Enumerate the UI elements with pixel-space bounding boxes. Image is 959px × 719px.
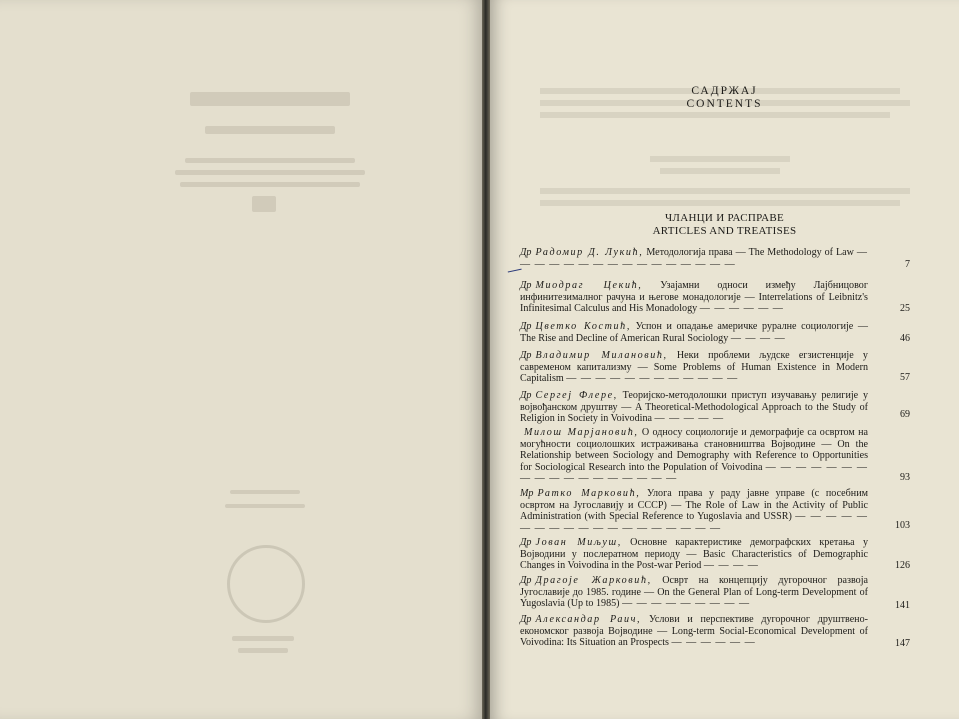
- entry-page-number: 25: [900, 303, 910, 314]
- entry-author: Александар Раич,: [535, 614, 642, 625]
- toc-entry: [520, 537, 868, 572]
- bleed-through-mark: [180, 182, 360, 187]
- entry-leader: — — — — — — — — — — — — — — — — — —: [520, 461, 869, 485]
- section-title-latin: ARTICLES AND TREATISES: [652, 225, 797, 237]
- entry-leader: — — — —: [703, 560, 759, 572]
- bleed-through-line: [650, 156, 790, 162]
- bleed-through-mark: [175, 170, 365, 175]
- entry-prefix: Др: [520, 575, 532, 586]
- entry-page-number: 126: [895, 560, 910, 571]
- entry-title: Осврт на концепцију дугорочног развоја Југославије до 1985. године — On the General Plan of Long-term Development of Yugoslavia (Up to 1985): [520, 575, 869, 610]
- toc-entry: [520, 575, 868, 610]
- entry-prefix: Мр: [520, 488, 534, 499]
- entry-leader: — — — — — —: [671, 637, 756, 649]
- bleed-through-seal: [227, 545, 305, 623]
- entry-author: Ратко Марковић,: [537, 488, 641, 499]
- entry-title: Улога права у раду јавне управе (с посебним освртом на Југославију и СССР) — The Role of Law in the Activity of Public Administration (with Special Reference to Yugoslavia and USSR): [520, 488, 868, 523]
- entry-title: Успон и опадање америчке руралне социологије — The Rise and Decline of American Rural Sociology: [520, 321, 868, 344]
- entry-title: Узајамни односи између Лајбницовог инфинитезималног рачуна и његове монадологије — Interrelations of Leibnitz's Infinitesimal Calculus and His Monadology: [520, 280, 868, 315]
- bleed-through-line: [660, 168, 780, 174]
- toc-entry: [520, 427, 868, 485]
- entry-leader: — — — — — — — — — — — —: [566, 373, 739, 385]
- bleed-through-line: [540, 112, 890, 118]
- entry-leader: — — — — — — — — — — — — — — — —: [520, 247, 869, 270]
- entry-title: Методологија права — The Methodology of Law: [646, 247, 854, 258]
- toc-entry: [520, 321, 868, 344]
- entry-leader: — — — — — —: [699, 303, 784, 315]
- bleed-through-mark: [205, 126, 335, 134]
- section-title-cyrillic: ЧЛАНЦИ И РАСПРАВЕ: [664, 212, 785, 224]
- bleed-through-mark: [225, 504, 305, 508]
- entry-author: Миодраг Цекић,: [535, 280, 643, 291]
- entry-prefix: Др: [520, 614, 532, 625]
- entry-prefix: Др: [520, 280, 532, 291]
- entry-prefix: Др: [520, 537, 532, 548]
- entry-prefix: Др: [520, 350, 532, 361]
- entry-page-number: 7: [905, 259, 910, 270]
- entry-page-number: 103: [895, 520, 910, 531]
- entry-leader: — — — — — — — — — — — — — — — — — — —: [520, 511, 869, 534]
- entry-title: Теоријско-методолошки приступ изучавању религије у војвођанском друштву — A Theoretical-Methodological Approach to the Study of Religion in Society in Voivodina: [520, 390, 868, 425]
- bleed-through-mark: [238, 648, 288, 653]
- entry-author: Радомир Д. Лукић,: [535, 247, 644, 258]
- toc-entry: [520, 488, 868, 534]
- bleed-through-mark: [232, 636, 294, 641]
- bleed-through-line: [540, 200, 900, 206]
- bleed-through-mark: [252, 196, 276, 212]
- bleed-through-mark: [230, 490, 300, 494]
- contents-title-cyrillic: САДРЖАЈ: [691, 85, 758, 97]
- entry-title: О односу социологије и демографије са освртом на могућности социолошких истраживања становништва Војводине — On the Relationship between Sociology and Demography with Reference to Opportunities for Sociological Research into the Population of Voivodina: [520, 427, 868, 473]
- entry-author: Милош Марјановић,: [524, 427, 639, 438]
- bleed-through-mark: [185, 158, 355, 163]
- entry-leader: — — — — — — — — —: [622, 598, 751, 610]
- bleed-through-mark: [190, 92, 350, 106]
- entry-leader: — — — — —: [654, 413, 725, 425]
- entry-author: Сергеј Флере,: [535, 390, 618, 401]
- entry-page-number: 93: [900, 472, 910, 483]
- entry-author: Драгоје Жарковић,: [535, 575, 652, 586]
- toc-entry: [520, 390, 868, 425]
- entry-author: Владимир Милановић,: [535, 350, 668, 361]
- entry-prefix: Др: [520, 321, 532, 332]
- right-page: [490, 0, 959, 719]
- book-gutter: [482, 0, 490, 719]
- toc-entry: [520, 280, 868, 315]
- contents-title-latin: CONTENTS: [686, 98, 763, 110]
- entry-prefix: Др: [520, 390, 532, 401]
- entry-page-number: 57: [900, 372, 910, 383]
- entry-page-number: 147: [895, 638, 910, 649]
- entry-page-number: 69: [900, 409, 910, 420]
- entry-page-number: 46: [900, 333, 910, 344]
- entry-author: Јован Миљуш,: [535, 537, 622, 548]
- entry-title: Неки проблеми људске егзистенције у савременом капитализму — Some Problems of Human Existence in Modern Capitalism: [520, 350, 868, 385]
- entry-page-number: 141: [895, 600, 910, 611]
- entry-leader: — — — —: [730, 332, 786, 344]
- toc-entry: [520, 614, 868, 649]
- entry-author: Цветко Костић,: [535, 321, 631, 332]
- toc-entry: [520, 247, 868, 270]
- toc-entry: [520, 350, 868, 385]
- entry-title: Основне карактеристике демографских кретања у Војводини у послератном периоду — Basic Characteristics of Demographic Changes in Voivodina in the Post-war Period: [520, 537, 868, 572]
- entry-title: Услови и перспективе дугорочног друштвено-економског развоја Војводине — Long-term Social-Economical Development of Voivodina: Its Situation an Prospects: [520, 614, 868, 649]
- bleed-through-line: [540, 188, 910, 194]
- entry-prefix: Др: [520, 247, 532, 258]
